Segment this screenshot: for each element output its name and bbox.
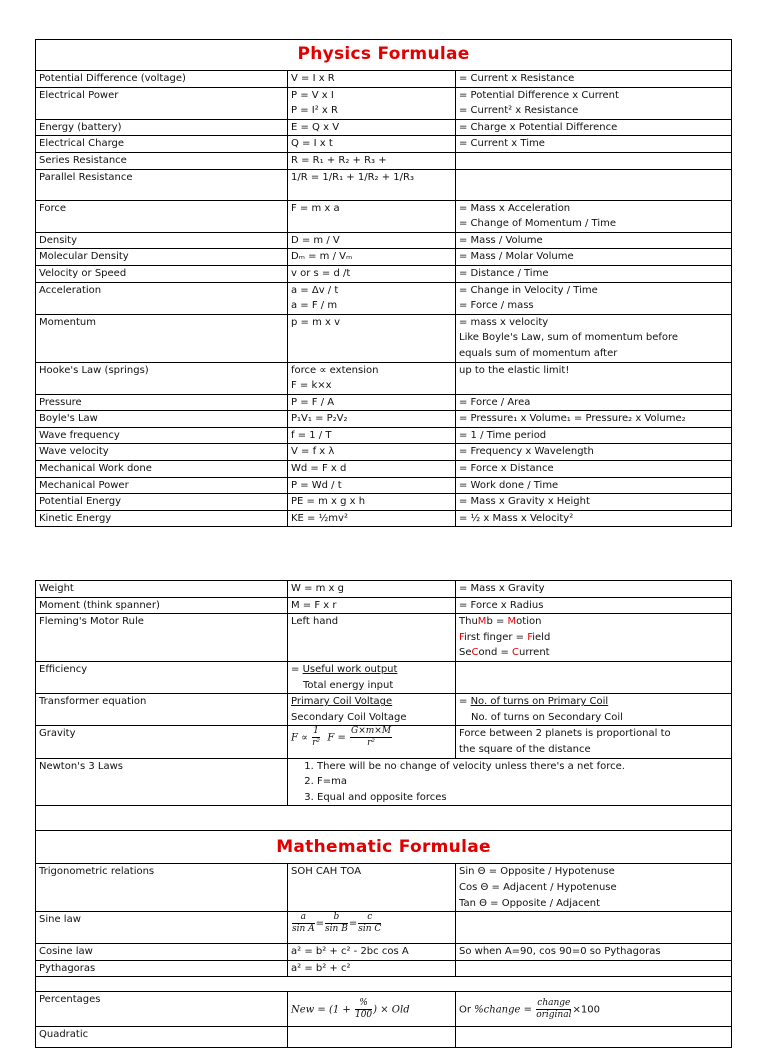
efficiency-denominator: Total energy input xyxy=(303,679,394,691)
table-row xyxy=(36,726,732,758)
table-row xyxy=(36,232,732,249)
transformer-denominator: Secondary Coil Voltage xyxy=(291,711,407,723)
row-name: Sine law xyxy=(36,912,288,944)
table-row xyxy=(36,944,732,961)
row-words: = Mass x Gravity x Height xyxy=(456,494,732,511)
table-row xyxy=(36,169,732,200)
row-formula: 1/R = 1/R₁ + 1/R₂ + 1/R₃ xyxy=(288,169,456,200)
row-name: Force xyxy=(36,200,288,232)
row-name: Transformer equation xyxy=(36,694,288,726)
row-name: Energy (battery) xyxy=(36,119,288,136)
row-name: Weight xyxy=(36,581,288,598)
table-row xyxy=(36,597,732,614)
row-name: Cosine law xyxy=(36,944,288,961)
table-row xyxy=(36,960,732,977)
table-row xyxy=(36,136,732,153)
law-1: 1. There will be no change of velocity unless there's a net force. xyxy=(317,759,728,775)
row-words xyxy=(456,912,732,944)
row-name: Momentum xyxy=(36,314,288,362)
row-words: = Charge x Potential Difference xyxy=(456,119,732,136)
row-formula: a = Δv / t a = F / m xyxy=(288,282,456,314)
law-3: 3. Equal and opposite forces xyxy=(317,790,728,806)
row-name: Electrical Charge xyxy=(36,136,288,153)
row-words: = Mass x Gravity xyxy=(456,581,732,598)
row-formula: f = 1 / T xyxy=(288,427,456,444)
row-words: = Distance / Time xyxy=(456,265,732,282)
row-name: Molecular Density xyxy=(36,249,288,266)
row-name: Parallel Resistance xyxy=(36,169,288,200)
table-row xyxy=(36,444,732,461)
row-formula: V = I x R xyxy=(288,71,456,88)
row-formula: F ∝ $\frac{1}{\text{r²}}$ F = $\frac{G\times m\times M}{\text{r²}}$ xyxy=(288,726,456,758)
row-words: = Mass / Volume xyxy=(456,232,732,249)
row-formula: P = Wd / t xyxy=(288,477,456,494)
row-formula: V = f x λ xyxy=(288,444,456,461)
physics-title: Physics Formulae xyxy=(36,40,732,71)
row-name: Wave velocity xyxy=(36,444,288,461)
table-row xyxy=(36,614,732,662)
row-name: Velocity or Speed xyxy=(36,265,288,282)
row-name: Quadratic xyxy=(36,1027,288,1048)
row-formula: P = F / A xyxy=(288,394,456,411)
table-row xyxy=(36,477,732,494)
row-formula: Dₘ = m / Vₘ xyxy=(288,249,456,266)
row-words: = Force / Area xyxy=(456,394,732,411)
table-row xyxy=(36,758,732,806)
table-row xyxy=(36,581,732,598)
row-name: Kinetic Energy xyxy=(36,510,288,527)
table-row xyxy=(36,394,732,411)
row-formula: P = V x I P = I² x R xyxy=(288,87,456,119)
row-formula: R = R₁ + R₂ + R₃ + xyxy=(288,152,456,169)
row-words: Sin Θ = Opposite / Hypotenuse Cos Θ = Adjacent / Hypotenuse Tan Θ = Opposite / Adjacent xyxy=(456,864,732,912)
efficiency-numerator: Useful work output xyxy=(302,663,398,675)
row-name: Trigonometric relations xyxy=(36,864,288,912)
row-name: Density xyxy=(36,232,288,249)
row-words: = Force x Distance xyxy=(456,461,732,478)
row-formula: $\frac{a}{\text{sin A}}$ = $\frac{b}{\text{sin B}}$ = $\frac{c}{\text{sin C}}$ xyxy=(288,912,456,944)
fleming-first-finger: First finger = Field xyxy=(459,631,551,643)
row-formula: PE = m x g x h xyxy=(288,494,456,511)
table-row xyxy=(36,265,732,282)
row-name: Hooke's Law (springs) xyxy=(36,362,288,394)
newton-laws xyxy=(288,758,732,806)
row-name: Potential Difference (voltage) xyxy=(36,71,288,88)
row-formula: = Useful work output Total energy input xyxy=(288,661,456,693)
row-words: = Change in Velocity / Time = Force / mass xyxy=(456,282,732,314)
row-words xyxy=(456,152,732,169)
row-formula: v or s = d /t xyxy=(288,265,456,282)
row-words xyxy=(456,169,732,200)
table-row xyxy=(36,461,732,478)
table-row xyxy=(36,71,732,88)
row-formula: E = Q x V xyxy=(288,119,456,136)
row-name: Efficiency xyxy=(36,661,288,693)
math-title: Mathematic Formulae xyxy=(36,831,732,864)
row-words xyxy=(456,960,732,977)
row-formula: M = F x r xyxy=(288,597,456,614)
row-name: Boyle's Law xyxy=(36,411,288,428)
row-name: Mechanical Power xyxy=(36,477,288,494)
row-formula: W = m x g xyxy=(288,581,456,598)
row-words xyxy=(456,661,732,693)
row-words: = mass x velocity Like Boyle's Law, sum of momentum before equals sum of momentum after xyxy=(456,314,732,362)
row-name: Newton's 3 Laws xyxy=(36,758,288,806)
row-name: Pressure xyxy=(36,394,288,411)
law-2: 2. F=ma xyxy=(317,774,728,790)
row-formula: p = m x v xyxy=(288,314,456,362)
table-row xyxy=(36,200,732,232)
fleming-second-finger: SeCond = Current xyxy=(459,647,550,659)
table-row xyxy=(36,362,732,394)
row-words: = Force x Radius xyxy=(456,597,732,614)
row-formula: a² = b² + c² xyxy=(288,960,456,977)
table-row xyxy=(36,249,732,266)
table-row xyxy=(36,427,732,444)
row-name: Wave frequency xyxy=(36,427,288,444)
row-formula: Wd = F x d xyxy=(288,461,456,478)
row-words: = Current x Time xyxy=(456,136,732,153)
row-words: = 1 / Time period xyxy=(456,427,732,444)
row-name: Acceleration xyxy=(36,282,288,314)
row-name: Electrical Power xyxy=(36,87,288,119)
transformer-numerator: Primary Coil Voltage xyxy=(291,696,393,708)
row-formula: KE = ½mv² xyxy=(288,510,456,527)
row-name: Percentages xyxy=(36,992,288,1027)
row-formula: F = m x a xyxy=(288,200,456,232)
row-formula: P₁V₁ = P₂V₂ xyxy=(288,411,456,428)
row-words: = No. of turns on Primary Coil No. of turns on Secondary Coil xyxy=(456,694,732,726)
row-words: = Pressure₁ x Volume₁ = Pressure₂ x Volume₂ xyxy=(456,411,732,428)
row-formula xyxy=(288,1027,456,1048)
row-name: Pythagoras xyxy=(36,960,288,977)
row-name: Gravity xyxy=(36,726,288,758)
row-words xyxy=(456,1027,732,1048)
table-row xyxy=(36,694,732,726)
table-row xyxy=(36,314,732,362)
row-formula: New = (1 + $\frac{\%}{100}$ ) × Old xyxy=(288,992,456,1027)
row-formula: force ∝ extension F = k×x xyxy=(288,362,456,394)
row-words: up to the elastic limit! xyxy=(456,362,732,394)
row-formula: Q = I x t xyxy=(288,136,456,153)
row-words: = ½ x Mass x Velocity² xyxy=(456,510,732,527)
row-words: = Mass / Molar Volume xyxy=(456,249,732,266)
row-formula: Left hand xyxy=(288,614,456,662)
table-row xyxy=(36,119,732,136)
table-row xyxy=(36,510,732,527)
row-formula xyxy=(288,694,456,726)
row-name: Fleming's Motor Rule xyxy=(36,614,288,662)
row-words: Or %change = $\frac{\text{change}}{\text{original}}$ ×100 xyxy=(456,992,732,1027)
fleming-thumb: ThuMb = Motion xyxy=(459,616,542,628)
row-name: Series Resistance xyxy=(36,152,288,169)
table-row xyxy=(36,1027,732,1048)
table-row xyxy=(36,87,732,119)
table-row xyxy=(36,152,732,169)
row-formula: D = m / V xyxy=(288,232,456,249)
table-row xyxy=(36,661,732,693)
row-formula: a² = b² + c² - 2bc cos A xyxy=(288,944,456,961)
table-row xyxy=(36,864,732,912)
table-row xyxy=(36,494,732,511)
table-row xyxy=(36,411,732,428)
row-name: Potential Energy xyxy=(36,494,288,511)
spacer-row xyxy=(36,806,732,831)
row-words: = Mass x Acceleration = Change of Momentum / Time xyxy=(456,200,732,232)
row-formula: SOH CAH TOA xyxy=(288,864,456,912)
row-words: = Work done / Time xyxy=(456,477,732,494)
table-row xyxy=(36,992,732,1027)
row-words: = Potential Difference x Current = Current² x Resistance xyxy=(456,87,732,119)
row-words: = Current x Resistance xyxy=(456,71,732,88)
row-words: = Frequency x Wavelength xyxy=(456,444,732,461)
table-row xyxy=(36,912,732,944)
table-row xyxy=(36,282,732,314)
spacer-row xyxy=(36,977,732,992)
row-words: So when A=90, cos 90=0 so Pythagoras xyxy=(456,944,732,961)
row-words: Force between 2 planets is proportional to the square of the distance xyxy=(456,726,732,758)
row-name: Moment (think spanner) xyxy=(36,597,288,614)
physics-formulae-table xyxy=(35,39,732,527)
row-words xyxy=(456,614,732,662)
more-formulae-table xyxy=(35,580,732,1048)
row-name: Mechanical Work done xyxy=(36,461,288,478)
